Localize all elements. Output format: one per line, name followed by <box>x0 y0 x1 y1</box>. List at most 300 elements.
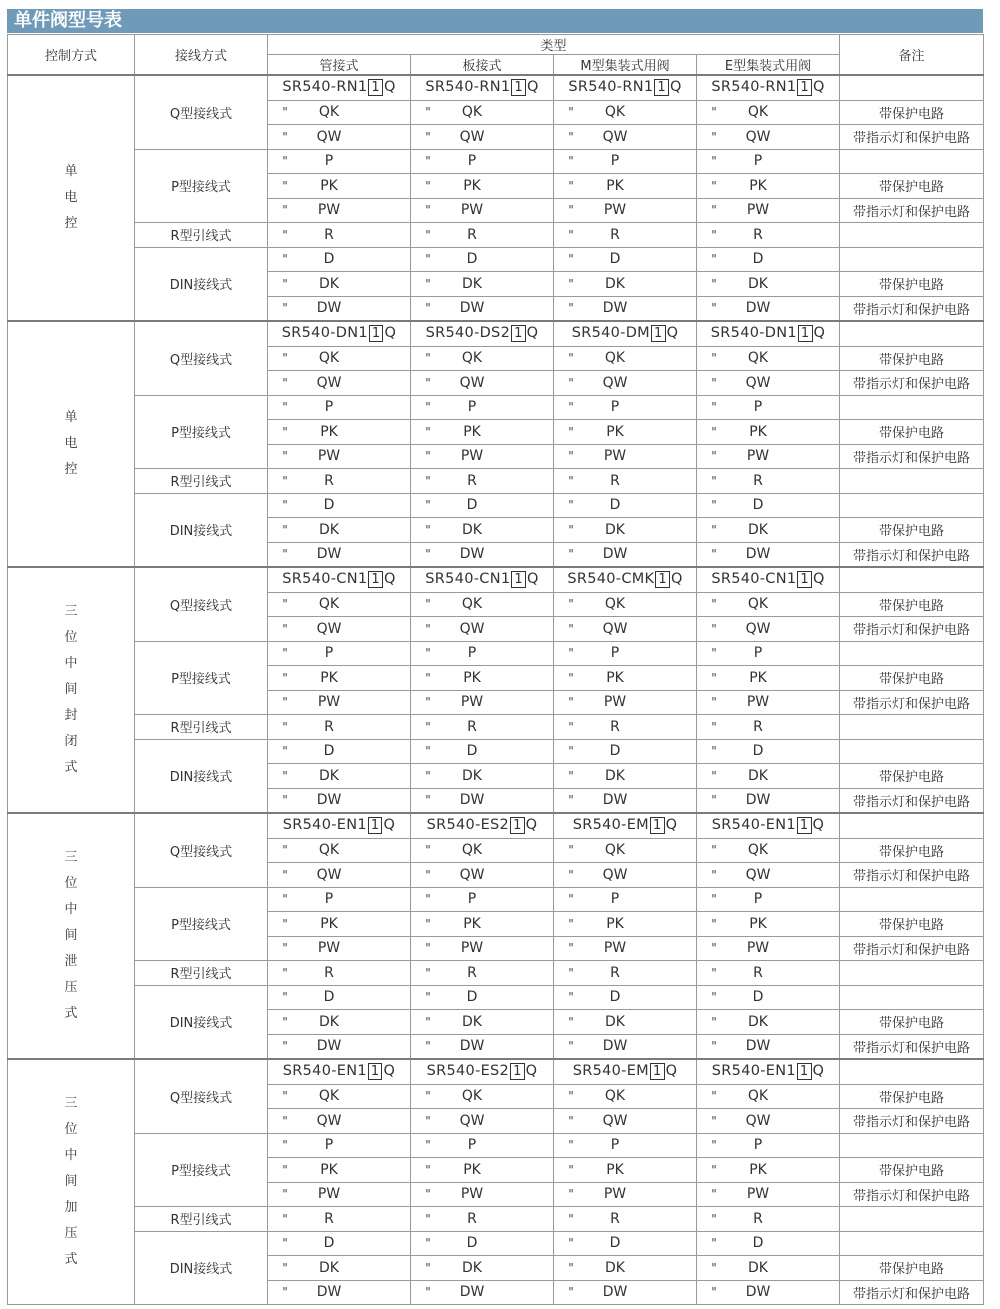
ditto-mark: " <box>282 424 288 439</box>
ditto-mark: " <box>425 1138 431 1153</box>
ditto-mark: " <box>282 744 288 759</box>
ditto-mark: " <box>711 424 717 439</box>
model-cell <box>268 1182 411 1207</box>
model-cell <box>554 444 697 469</box>
model-cell <box>268 346 411 371</box>
model-cell <box>697 518 840 543</box>
model-cell <box>268 666 411 691</box>
wiring-method-cell: Q型接线式 <box>135 567 268 641</box>
model-cell <box>411 1109 554 1134</box>
ditto-mark: " <box>425 129 431 144</box>
model-cell <box>697 493 840 518</box>
ditto-mark: " <box>282 227 288 242</box>
ditto-mark: " <box>711 227 717 242</box>
model-cell <box>554 912 697 937</box>
boxed-digit: 1 <box>368 817 383 834</box>
model-cell <box>411 272 554 297</box>
table-row <box>8 641 984 666</box>
model-cell <box>697 296 840 321</box>
model-cell <box>411 75 554 100</box>
ditto-mark: " <box>425 892 431 907</box>
model-cell <box>268 887 411 912</box>
model-suffix: PW <box>603 202 627 219</box>
note-cell: 带保护电路 <box>840 272 984 297</box>
model-suffix: R <box>753 1210 763 1227</box>
ditto-mark: " <box>282 793 288 808</box>
model-suffix: QW <box>745 620 771 637</box>
model-suffix: D <box>752 497 764 514</box>
ditto-mark: " <box>568 252 574 267</box>
note-cell <box>840 1133 984 1158</box>
ditto-mark: " <box>711 768 717 783</box>
ditto-mark: " <box>282 252 288 267</box>
ditto-mark: " <box>568 1113 574 1128</box>
model-cell <box>411 641 554 666</box>
model-prefix: SR540-EM <box>572 817 649 834</box>
table-row <box>8 715 984 740</box>
model-cell <box>697 247 840 272</box>
ditto-mark: " <box>568 473 574 488</box>
ditto-mark: " <box>425 793 431 808</box>
model-cell <box>697 690 840 715</box>
model-cell <box>554 1084 697 1109</box>
ditto-mark: " <box>282 1211 288 1226</box>
model-suffix: Q <box>669 79 682 96</box>
model-prefix: SR540-RN1 <box>711 79 797 96</box>
model-cell <box>411 666 554 691</box>
model-prefix: SR540-CMK <box>567 571 655 588</box>
model-cell <box>268 518 411 543</box>
model-suffix: DK <box>462 275 482 292</box>
model-suffix: DK <box>319 1259 339 1276</box>
model-suffix: Q <box>665 817 678 834</box>
model-cell <box>554 321 697 346</box>
note-cell: 带指示灯和保护电路 <box>840 617 984 642</box>
ditto-mark: " <box>568 522 574 537</box>
wiring-method-cell: DIN接线式 <box>135 1231 268 1305</box>
model-suffix: Q <box>383 571 396 588</box>
model-suffix: P <box>610 399 620 416</box>
ditto-mark: " <box>568 1187 574 1202</box>
model-suffix: R <box>610 226 620 243</box>
model-prefix: SR540-ES2 <box>426 1063 510 1080</box>
model-cell <box>554 125 697 150</box>
model-suffix: PK <box>320 915 338 932</box>
model-cell <box>697 887 840 912</box>
ditto-mark: " <box>282 965 288 980</box>
ditto-mark: " <box>568 695 574 710</box>
header-type: 类型 <box>268 35 840 55</box>
model-suffix: DK <box>748 275 768 292</box>
model-suffix: R <box>467 226 477 243</box>
model-suffix: QK <box>318 350 340 367</box>
ditto-mark: " <box>711 400 717 415</box>
model-cell <box>268 788 411 813</box>
ditto-mark: " <box>282 203 288 218</box>
model-suffix: DK <box>748 1259 768 1276</box>
model-suffix: Q <box>383 79 396 96</box>
model-suffix: P <box>467 1137 477 1154</box>
model-cell <box>554 420 697 445</box>
note-cell: 带保护电路 <box>840 592 984 617</box>
table-body <box>8 75 984 1305</box>
ditto-mark: " <box>425 424 431 439</box>
note-cell <box>840 395 984 420</box>
control-method-char: 位 <box>64 630 78 645</box>
note-cell: 带保护电路 <box>840 346 984 371</box>
control-method-char: 控 <box>64 462 78 477</box>
ditto-mark: " <box>568 990 574 1005</box>
ditto-mark: " <box>425 990 431 1005</box>
model-cell <box>268 567 411 592</box>
model-cell <box>554 690 697 715</box>
note-cell: 带指示灯和保护电路 <box>840 371 984 396</box>
model-cell <box>411 371 554 396</box>
model-cell <box>697 420 840 445</box>
ditto-mark: " <box>568 1039 574 1054</box>
model-suffix: P <box>753 1137 763 1154</box>
table-row <box>8 1207 984 1232</box>
model-suffix: DW <box>316 1038 342 1055</box>
model-cell <box>411 887 554 912</box>
table-row <box>8 493 984 518</box>
model-suffix: R <box>753 718 763 735</box>
wiring-method-cell: P型接线式 <box>135 395 268 469</box>
model-cell <box>697 346 840 371</box>
model-suffix: QW <box>459 866 485 883</box>
boxed-digit: 1 <box>368 571 383 588</box>
table-row <box>8 739 984 764</box>
model-cell <box>554 1207 697 1232</box>
table-title: 单件阀型号表 <box>7 9 983 33</box>
model-suffix: DK <box>605 275 625 292</box>
ditto-mark: " <box>568 375 574 390</box>
model-cell <box>554 641 697 666</box>
model-suffix: QW <box>316 1112 342 1129</box>
model-suffix: Q <box>526 325 539 342</box>
control-method-char: 中 <box>64 902 78 917</box>
wiring-method-cell: Q型接线式 <box>135 1059 268 1133</box>
model-cell <box>268 1084 411 1109</box>
ditto-mark: " <box>282 1113 288 1128</box>
note-cell <box>840 1059 984 1084</box>
ditto-mark: " <box>711 621 717 636</box>
model-cell <box>268 1133 411 1158</box>
note-cell: 带保护电路 <box>840 764 984 789</box>
ditto-mark: " <box>425 719 431 734</box>
note-cell: 带指示灯和保护电路 <box>840 863 984 888</box>
table-row <box>8 469 984 494</box>
ditto-mark: " <box>568 1138 574 1153</box>
ditto-mark: " <box>425 1187 431 1202</box>
boxed-digit: 1 <box>651 325 666 342</box>
ditto-mark: " <box>282 105 288 120</box>
model-number <box>567 571 682 587</box>
model-suffix: D <box>609 743 621 760</box>
model-suffix: PW <box>603 1186 627 1203</box>
ditto-mark: " <box>568 301 574 316</box>
ditto-mark: " <box>425 1089 431 1104</box>
control-method-char: 式 <box>64 1006 78 1021</box>
model-cell <box>411 1256 554 1281</box>
model-suffix: D <box>323 251 335 268</box>
model-cell <box>554 715 697 740</box>
model-cell <box>554 666 697 691</box>
model-cell <box>268 149 411 174</box>
model-suffix: R <box>610 1210 620 1227</box>
model-prefix: SR540-RN1 <box>282 79 368 96</box>
ditto-mark: " <box>711 1285 717 1300</box>
model-suffix: PK <box>749 669 767 686</box>
boxed-digit: 1 <box>510 1063 525 1080</box>
wiring-method-cell: Q型接线式 <box>135 813 268 887</box>
model-suffix: D <box>323 743 335 760</box>
model-suffix: QW <box>745 128 771 145</box>
model-cell <box>697 1034 840 1059</box>
ditto-mark: " <box>282 1138 288 1153</box>
model-cell <box>411 690 554 715</box>
model-suffix: D <box>752 989 764 1006</box>
model-suffix: PW <box>460 694 484 711</box>
model-number <box>568 79 681 95</box>
table-row <box>8 985 984 1010</box>
model-cell <box>697 371 840 396</box>
header-subtype-plate: 板接式 <box>411 55 554 76</box>
ditto-mark: " <box>282 1236 288 1251</box>
model-suffix: D <box>323 1235 335 1252</box>
model-suffix: DW <box>745 1038 771 1055</box>
model-suffix: DW <box>745 300 771 317</box>
model-suffix: QW <box>459 620 485 637</box>
control-method-char: 间 <box>64 682 78 697</box>
ditto-mark: " <box>425 154 431 169</box>
ditto-mark: " <box>711 867 717 882</box>
model-cell <box>697 985 840 1010</box>
ditto-mark: " <box>711 990 717 1005</box>
model-cell <box>411 912 554 937</box>
model-suffix: PK <box>606 1161 624 1178</box>
table-row <box>8 1133 984 1158</box>
ditto-mark: " <box>425 744 431 759</box>
ditto-mark: " <box>711 744 717 759</box>
model-suffix: P <box>467 153 477 170</box>
ditto-mark: " <box>282 1039 288 1054</box>
model-cell <box>268 321 411 346</box>
ditto-mark: " <box>425 597 431 612</box>
valve-model-table <box>7 34 984 1305</box>
wiring-method-cell: P型接线式 <box>135 641 268 715</box>
model-cell <box>554 75 697 100</box>
ditto-mark: " <box>711 105 717 120</box>
model-prefix: SR540-DM <box>571 325 650 342</box>
ditto-mark: " <box>568 547 574 562</box>
model-suffix: R <box>753 472 763 489</box>
note-cell: 带保护电路 <box>840 420 984 445</box>
model-cell <box>411 813 554 838</box>
model-suffix: PW <box>603 694 627 711</box>
ditto-mark: " <box>282 1014 288 1029</box>
model-prefix: SR540-CN1 <box>282 571 368 588</box>
model-suffix: QW <box>316 374 342 391</box>
model-cell <box>554 272 697 297</box>
model-cell <box>411 100 554 125</box>
wiring-method-cell: R型引线式 <box>135 469 268 494</box>
ditto-mark: " <box>568 941 574 956</box>
model-cell <box>268 75 411 100</box>
model-number <box>283 817 395 833</box>
model-cell <box>554 1182 697 1207</box>
ditto-mark: " <box>425 1285 431 1300</box>
model-prefix: SR540-EN1 <box>282 817 367 834</box>
model-suffix: P <box>467 891 477 908</box>
model-suffix: PK <box>320 177 338 194</box>
model-suffix: Q <box>670 571 683 588</box>
control-method-char: 泄 <box>64 954 78 969</box>
wiring-method-cell: DIN接线式 <box>135 985 268 1059</box>
ditto-mark: " <box>568 498 574 513</box>
model-suffix: QW <box>459 128 485 145</box>
model-cell <box>554 1231 697 1256</box>
model-cell <box>411 1059 554 1084</box>
model-suffix: QK <box>318 596 340 613</box>
model-cell <box>554 1109 697 1134</box>
model-cell <box>554 936 697 961</box>
model-cell <box>697 469 840 494</box>
ditto-mark: " <box>568 744 574 759</box>
header-control: 控制方式 <box>8 35 135 76</box>
model-suffix: DW <box>316 546 342 563</box>
control-method-cell <box>8 321 135 567</box>
model-cell <box>554 493 697 518</box>
note-cell <box>840 1207 984 1232</box>
header-subtype-m-manifold: M型集装式用阀 <box>554 55 697 76</box>
ditto-mark: " <box>282 1187 288 1202</box>
ditto-mark: " <box>568 1014 574 1029</box>
model-suffix: DK <box>319 521 339 538</box>
model-prefix: SR540-DN1 <box>710 325 797 342</box>
note-cell <box>840 1231 984 1256</box>
note-cell <box>840 223 984 248</box>
ditto-mark: " <box>568 621 574 636</box>
ditto-mark: " <box>425 621 431 636</box>
ditto-mark: " <box>568 227 574 242</box>
model-cell <box>554 469 697 494</box>
ditto-mark: " <box>282 621 288 636</box>
wiring-method-cell: R型引线式 <box>135 715 268 740</box>
table-row <box>8 1059 984 1084</box>
model-suffix: R <box>610 472 620 489</box>
model-cell <box>268 100 411 125</box>
model-suffix: Q <box>525 817 538 834</box>
model-cell <box>268 961 411 986</box>
boxed-digit: 1 <box>797 79 812 96</box>
model-cell <box>697 739 840 764</box>
model-cell <box>411 739 554 764</box>
model-cell <box>411 617 554 642</box>
model-suffix: Q <box>812 79 825 96</box>
model-cell <box>411 395 554 420</box>
model-cell <box>697 1207 840 1232</box>
wiring-method-cell: DIN接线式 <box>135 739 268 813</box>
model-cell <box>697 936 840 961</box>
model-prefix: SR540-EN1 <box>711 817 796 834</box>
model-number <box>711 325 825 341</box>
wiring-method-cell: R型引线式 <box>135 1207 268 1232</box>
model-suffix: QW <box>602 374 628 391</box>
control-method-cell <box>8 813 135 1059</box>
model-suffix: P <box>467 399 477 416</box>
model-cell <box>268 125 411 150</box>
model-cell <box>411 1133 554 1158</box>
model-cell <box>411 296 554 321</box>
model-suffix: Q <box>665 1063 678 1080</box>
model-cell <box>697 125 840 150</box>
model-cell <box>268 912 411 937</box>
model-cell <box>697 198 840 223</box>
model-cell <box>697 1109 840 1134</box>
model-cell <box>411 567 554 592</box>
ditto-mark: " <box>711 646 717 661</box>
ditto-mark: " <box>425 375 431 390</box>
model-suffix: QK <box>604 104 626 121</box>
model-number <box>712 1063 824 1079</box>
model-cell <box>697 617 840 642</box>
ditto-mark: " <box>425 1113 431 1128</box>
model-suffix: PW <box>317 1186 341 1203</box>
wiring-method-cell: DIN接线式 <box>135 247 268 321</box>
model-suffix: DW <box>602 1038 628 1055</box>
model-cell <box>697 321 840 346</box>
model-suffix: P <box>753 645 763 662</box>
model-suffix: R <box>324 472 334 489</box>
model-suffix: QK <box>318 842 340 859</box>
model-cell <box>554 739 697 764</box>
note-cell <box>840 75 984 100</box>
model-cell <box>411 469 554 494</box>
model-suffix: R <box>324 964 334 981</box>
model-cell <box>268 296 411 321</box>
model-cell <box>411 493 554 518</box>
model-suffix: DK <box>748 521 768 538</box>
ditto-mark: " <box>282 916 288 931</box>
boxed-digit: 1 <box>369 325 384 342</box>
ditto-mark: " <box>282 843 288 858</box>
control-method-char: 式 <box>64 1252 78 1267</box>
model-suffix: QW <box>459 1112 485 1129</box>
model-suffix: PW <box>746 694 770 711</box>
control-method-cell <box>8 567 135 813</box>
model-cell <box>554 961 697 986</box>
model-suffix: QK <box>604 350 626 367</box>
model-cell <box>268 223 411 248</box>
ditto-mark: " <box>568 178 574 193</box>
model-suffix: PW <box>746 1186 770 1203</box>
ditto-mark: " <box>711 1089 717 1104</box>
note-cell <box>840 469 984 494</box>
header-subtype-pipe: 管接式 <box>268 55 411 76</box>
control-method-cell <box>8 75 135 321</box>
ditto-mark: " <box>711 719 717 734</box>
ditto-mark: " <box>282 178 288 193</box>
model-cell <box>554 985 697 1010</box>
note-cell <box>840 493 984 518</box>
model-cell <box>268 198 411 223</box>
model-suffix: Q <box>526 79 539 96</box>
model-suffix: D <box>323 497 335 514</box>
ditto-mark: " <box>711 1211 717 1226</box>
ditto-mark: " <box>282 719 288 734</box>
ditto-mark: " <box>282 597 288 612</box>
